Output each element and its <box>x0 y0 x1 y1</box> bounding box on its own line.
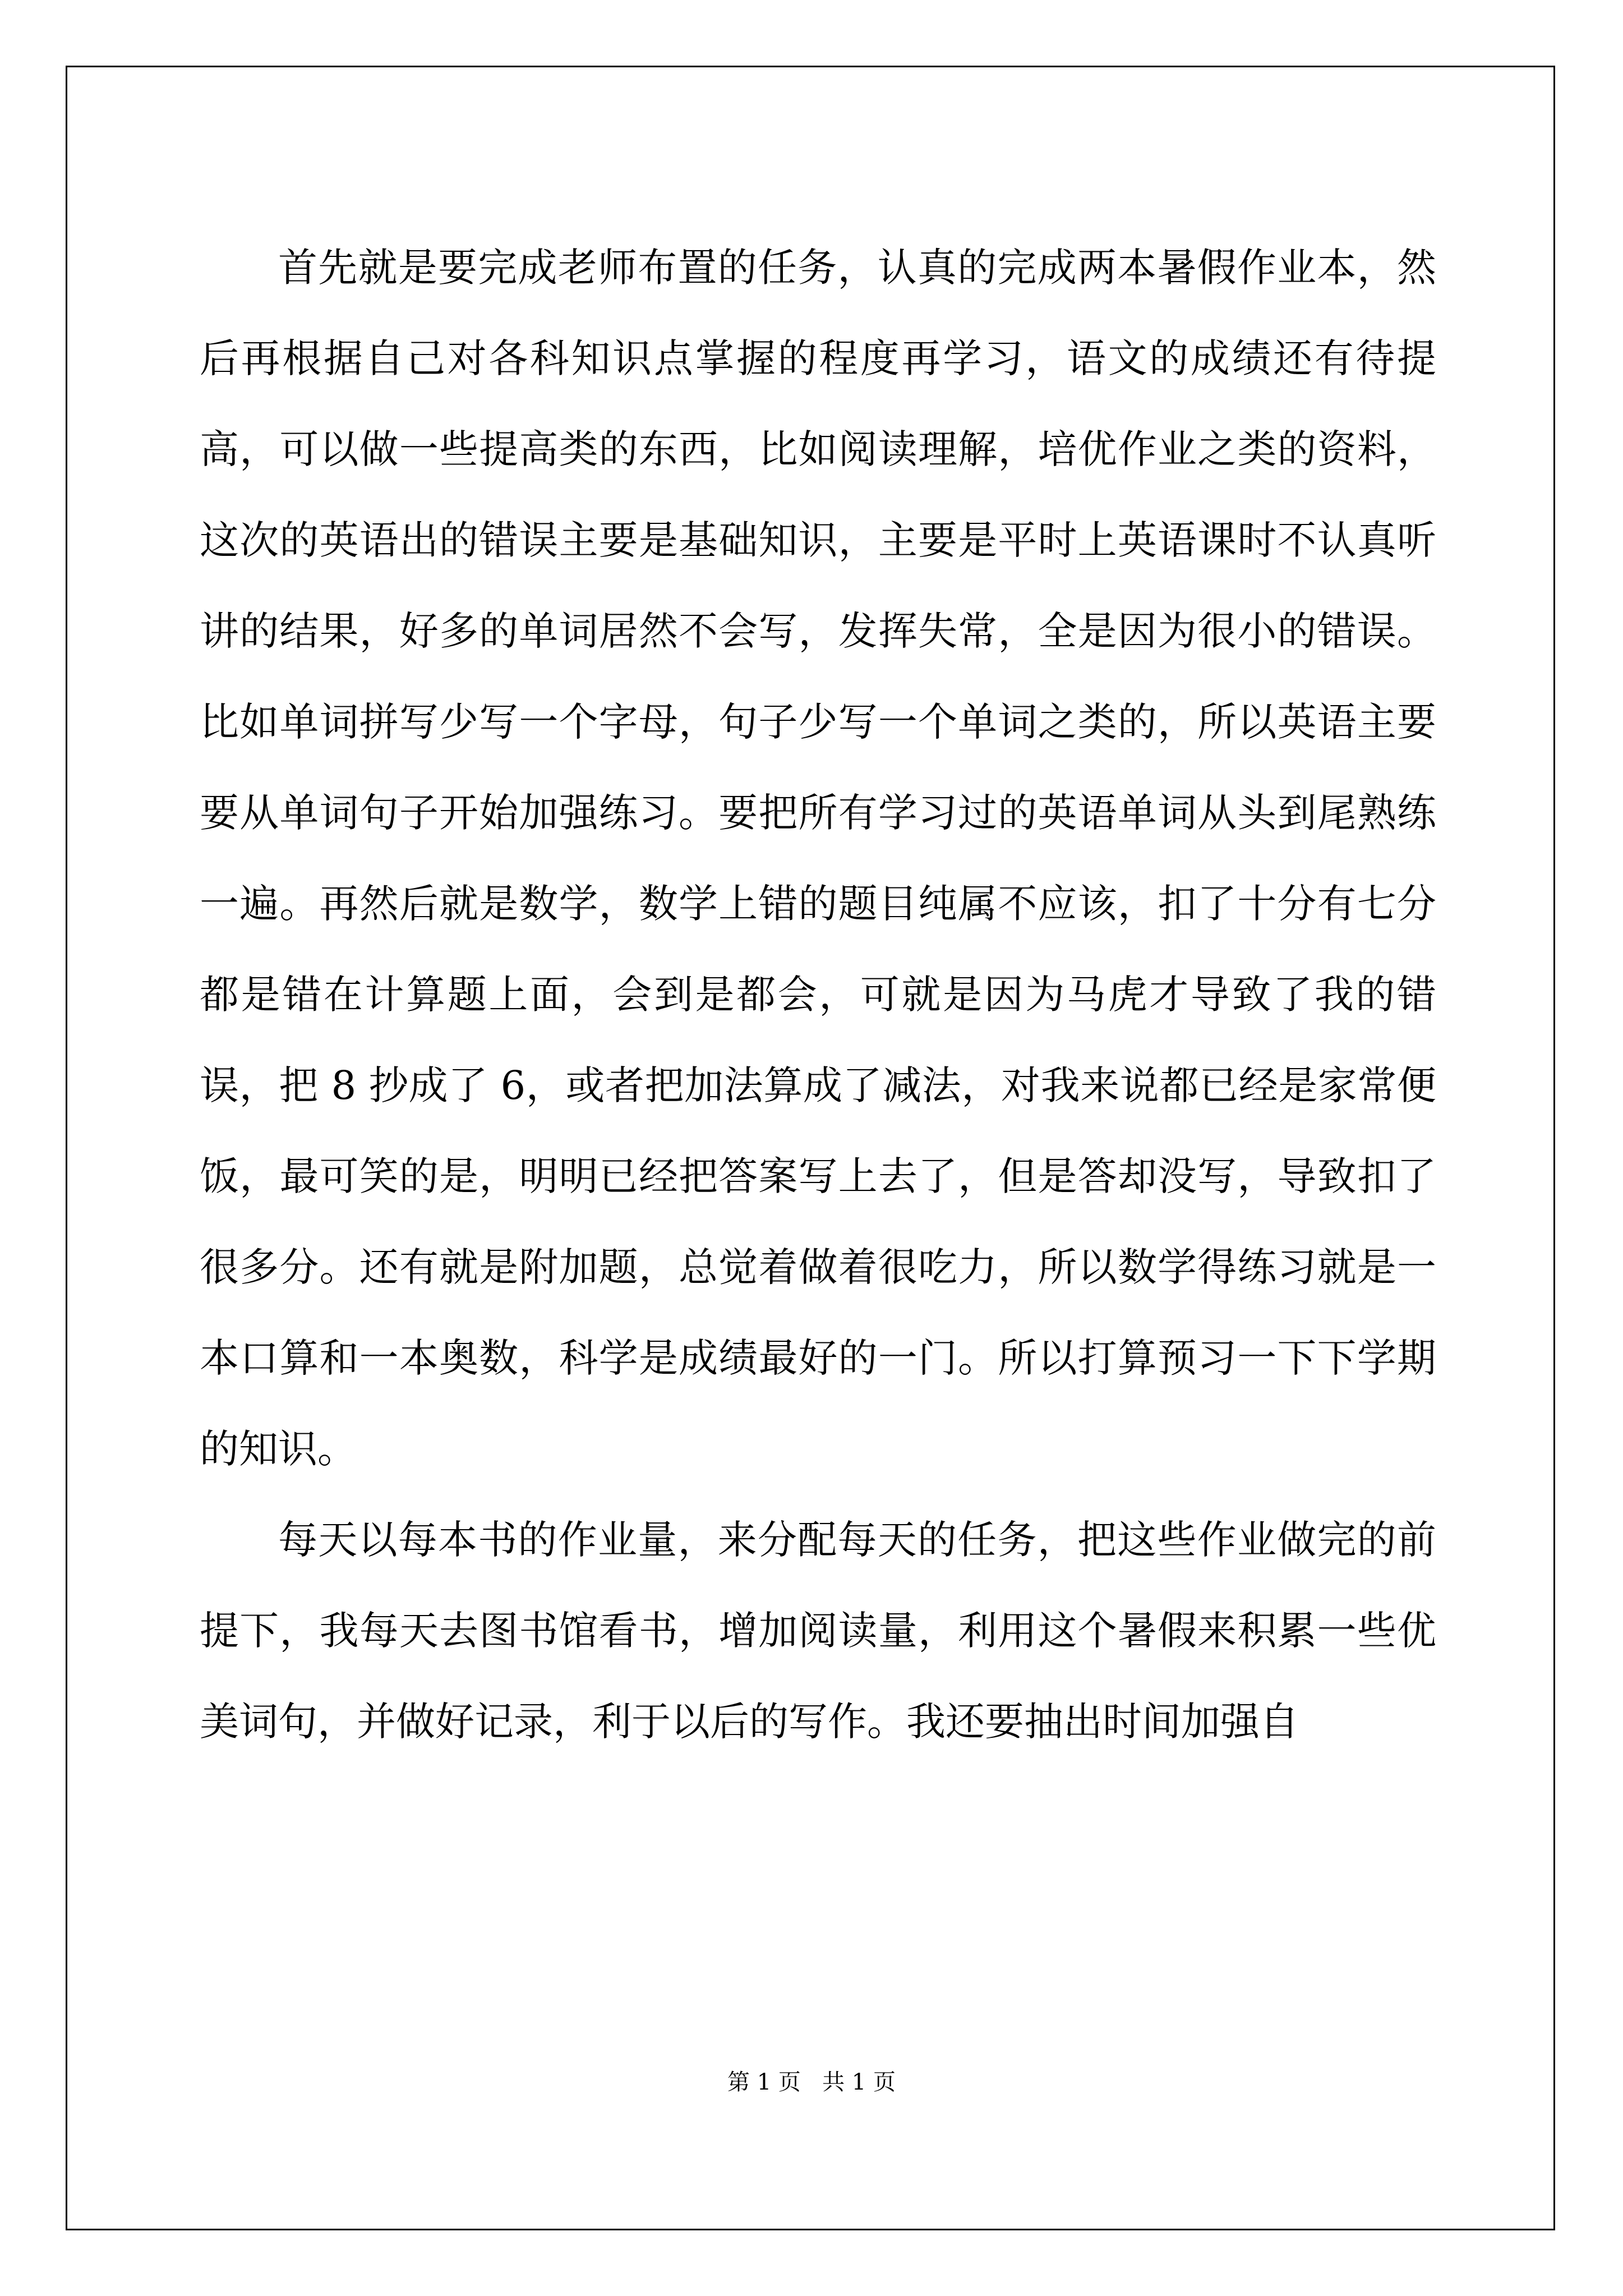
document-body <box>200 222 1436 1767</box>
paragraph-2: 每天以每本书的作业量，来分配每天的任务，把这些作业做完的前提下，我每天去图书馆看书，增加阅读量，利用这个暑假来积累一些优美词句，并做好记录，利于以后的写作。我还要抽出时间加强自 <box>200 1517 1436 1745</box>
paragraph-1: 首先就是要完成老师布置的任务，认真的完成两本暑假作业本，然后再根据自己对各科知识点掌握的程度再学习，语文的成绩还有待提高，可以做一些提高类的东西，比如阅读理解，培优作业之类的资料，这次的英语出的错误主要是基础知识，主要是平时上英语课时不认真听讲的结果，好多的单词居然不会写，发挥失常，全是因为很小的错误。比如单词拼写少写一个字母，句子少写一个单词之类的，所以英语主要要从单词句子开始加强练习。要把所有学习过的英语单词从头到尾熟练一遍。再然后就是数学，数学上错的题目纯属不应该，扣了十分有七分都是错在计算题上面，会到是都会，可就是因为马虎才导致了我的错误，把 8 抄成了 6，或者把加法算成了减法，对我来说都已经是家常便饭，最可笑的是，明明已经把答案写上去了，但是答却没写，导致扣了很多分。还有就是附加题，总觉着做着很吃力，所以数学得练习就是一本口算和一本奥数，科学是成绩最好的一门。所以打算预习一下下学期的知识。 <box>200 245 1436 1472</box>
page-footer: 第 1 页 共 1 页 <box>727 2069 896 2095</box>
